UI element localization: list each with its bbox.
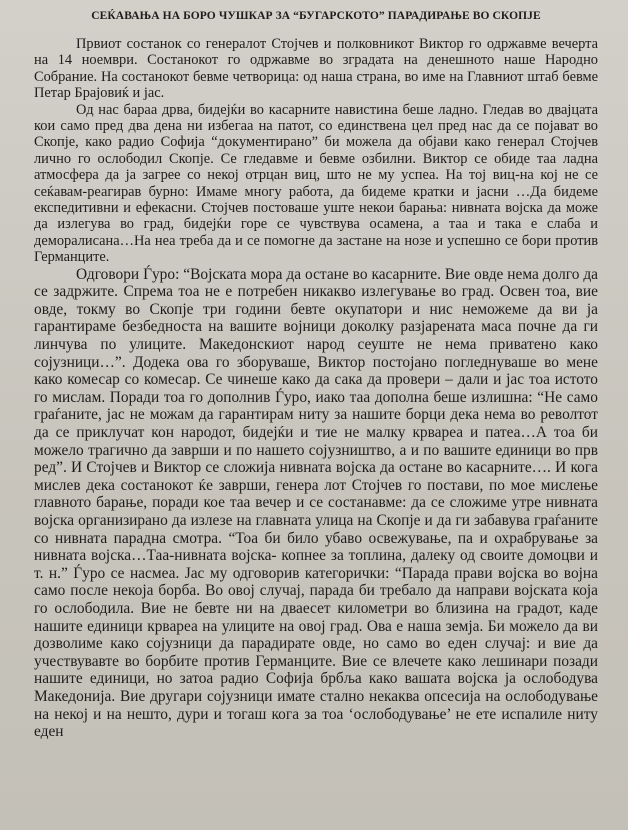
article-title: СЕЌАВАЊА НА БОРО ЧУШКАР ЗА “БУГАРСКОТО” ПАРАДИРАЊЕ ВО СКОПЈЕ [91,10,541,22]
article-paragraph-1: Првиот состанок со генералот Стојчев и полковникот Виктор го одржавме вечерта на 14 ноември. Состанокот го одржавме во зградата на денешното наше Народно Собрание. На состанокот бевме четворица: од наша страна, во име на Главниот штаб бевме Петар Брајовиќ и јас. [34,36,598,102]
article-paragraph-3: Одговори Ѓуро: “Војската мора да остане во касарните. Вие овде нема долго да се задржите. Спрема тоа не е потребен никакво излегување во град. Освен тоа, вие овде, токму во Скопје три години бевте окупатори и нис неможеме да ви ја гарантираме безбедноста на вашите војници доколку разјарената маса почне да ги линчува по улиците. Македонскиот народ сеуште не нема приватено како сојузници…”. Додека ова го зборуваше, Виктор постојано погледнуваше во мене како комесар со комесар. Се чинеше како да сака да провери – дали и јас тоа истото го мислам. Поради тоа го дополнив Ѓуро, иако таа дополна беше излишна: “Не само граѓаните, јас не можам да гарантирам ниту за нашите борци дека нема во револтот да се приклучат кон народот, бидејќи и тие не малку крвареа и патеа…А тоа би можело трагично да заврши и по нашето сојузништво, а и по вашите единици во прв ред”. И Стојчев и Виктор се сложија нивната војска да остане во касарните…. И кога мислев дека состанокот ќе заврши, генера лот Стојчев го постави, по мое мислење главното барање, поради кое таа вечер и се состанавме: да се сложиме утре нивната војска организирано да излезе на главната улица на Скопје и да ги забавува граѓаните со нивната парадна смотра. “Тоа би било убаво освежување, па и охрабрување за нивната војска…Таа-нивната војска- копнее за топлина, далеку од своите домоцви и т. н.” Ѓуро се насмеа. Јас му одговорив категорички: “Парада прави војска во војна само после некоја борба. Во овој случај, парада би требало да направи војската која го ослободила. Вие не бевте ни на дваесет километри во близина на градот, каде нашите единици крвареа на улиците на овој град. Ова е наша земја. Би можело да ви дозволиме како сојузници да парадирате овде, но само во еден случај: и вие да учествувавте во борбите против Германците. Вие се влечете како лешинари позади нашите единици, но затоа радио Софија брбља како вашата војска ја ослободува Македонија. Вие другари сојузници имате стално некаква опсесија на ослободување на некој и на нешто, дури и тогаш кога за тоа ‘ослободување’ не ете испалиле ниту еден [34,265,598,741]
article-paragraph-2: Од нас бараа дрва, бидејќи во касарните навистина беше ладно. Гледав во двајцата кои само пред два дена ни избегаа на патот, со единствена цел пред нас да се појават во Скопје, како радио Софија “документирано” би можела да објави како генерал Стојчев лично го ослободил Скопје. Се гледавме и бевме озбилни. Виктор се обиде таа ладна атмосфера да ја загрее со некој отрцан виц, што не му успеа. На тој виц-на кој не се сеќавам-реагирав бурно: Имаме многу работа, да бидеме кратки и јасни …Да бидеме експедитивни и ефекасни. Стојчев постоваше уште некои барања: нивната војска да може да излегува во град, бидејќи горе се чувствува осамена, а таа и така е слаба и деморалисана…На неа треба да и се помогне да застане на нозе и успешно се бори против Германците. [34,101,598,266]
